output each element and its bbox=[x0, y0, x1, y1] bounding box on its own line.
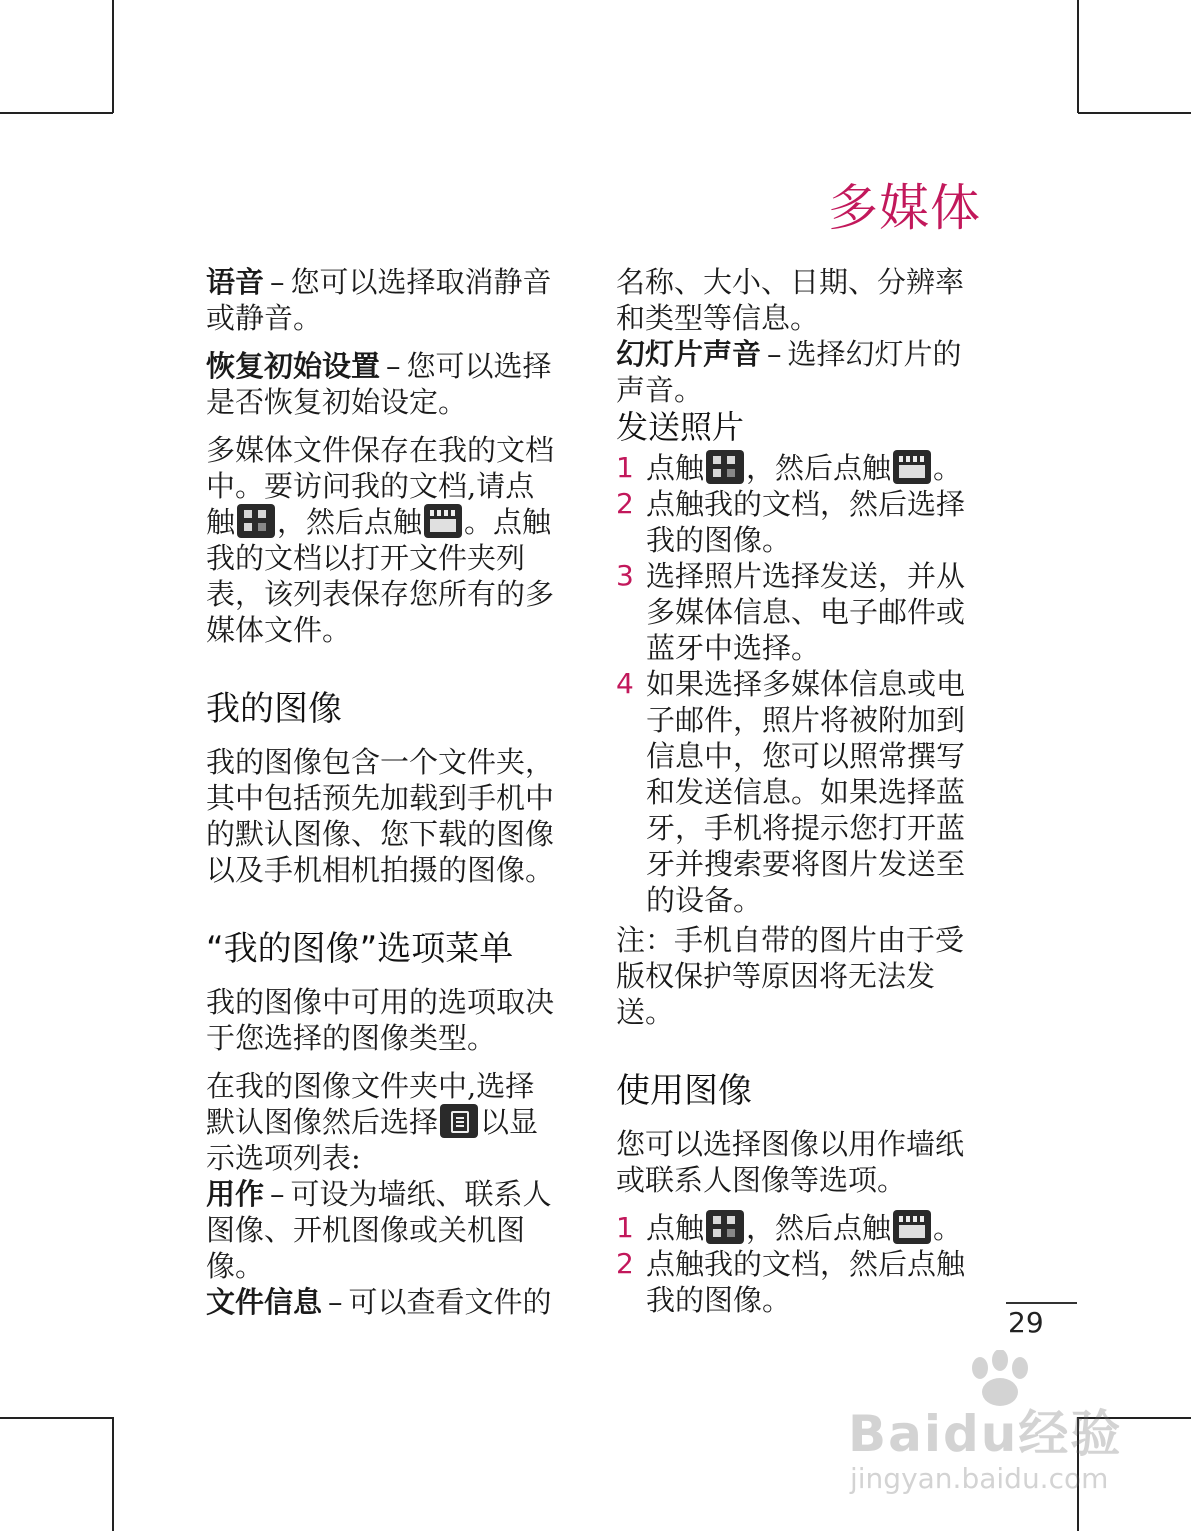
watermark-url: jingyan.baidu.com bbox=[850, 1462, 1109, 1495]
step-number: 4 bbox=[616, 667, 634, 700]
list-item bbox=[616, 1210, 971, 1246]
section-title: 多媒体 bbox=[828, 179, 981, 237]
my-images-text: 我的图像包含一个文件夹，其中包括预先加载到手机中的默认图像、您下载的图像以及手机相机拍摄的图像。 bbox=[206, 745, 555, 887]
slide-sound-text: 选择幻灯片的声音。 bbox=[616, 337, 962, 407]
voice-term: 语音 bbox=[206, 265, 265, 299]
reset-option bbox=[206, 348, 561, 420]
dash: – bbox=[270, 265, 285, 299]
crop-mark bbox=[112, 0, 114, 113]
dash: – bbox=[386, 349, 401, 383]
file-info-continued: 名称、大小、日期、分辨率和类型等信息。 bbox=[616, 265, 965, 335]
right-column bbox=[616, 264, 971, 1322]
apps-grid-icon bbox=[237, 504, 275, 538]
clapperboard-icon bbox=[893, 1210, 931, 1244]
page-number: 29 bbox=[1008, 1306, 1044, 1339]
reset-term: 恢复初始设置 bbox=[206, 349, 381, 383]
page-number-rule bbox=[1006, 1302, 1077, 1304]
step-text: 。 bbox=[933, 451, 963, 485]
dash: – bbox=[328, 1285, 343, 1319]
use-as-option bbox=[206, 1176, 561, 1284]
use-image-steps bbox=[616, 1210, 971, 1318]
apps-grid-icon bbox=[706, 450, 744, 484]
use-image-text: 您可以选择图像以用作墙纸或联系人图像等选项。 bbox=[616, 1127, 965, 1197]
send-photo-heading: 发送照片 bbox=[616, 408, 745, 446]
instructions-text: 以显示选项列表: bbox=[206, 1105, 539, 1175]
step-number: 2 bbox=[616, 1247, 634, 1280]
voice-option bbox=[206, 264, 561, 336]
send-photo-steps bbox=[616, 450, 971, 918]
list-item bbox=[616, 1246, 971, 1318]
clapperboard-icon bbox=[424, 504, 462, 538]
intro-paragraph bbox=[206, 432, 561, 648]
menu-list-icon bbox=[440, 1104, 478, 1138]
crop-mark bbox=[0, 1417, 113, 1419]
crop-mark bbox=[1077, 0, 1079, 113]
step-text: 点触我的文档，然后选择我的图像。 bbox=[646, 487, 966, 557]
step-text: 点触 bbox=[646, 451, 705, 485]
crop-mark bbox=[0, 112, 113, 114]
slide-sound-option bbox=[616, 336, 971, 408]
step-text: ，然后点触 bbox=[746, 451, 892, 485]
dash: – bbox=[767, 337, 782, 371]
voice-text: 您可以选择取消静音或静音。 bbox=[206, 265, 552, 335]
step-text: 点触我的文档，然后点触我的图像。 bbox=[646, 1247, 966, 1317]
my-images-heading: 我的图像 bbox=[206, 689, 342, 729]
step-text: 点触 bbox=[646, 1211, 705, 1245]
use-as-text: 可设为墙纸、联系人图像、开机图像或关机图像。 bbox=[206, 1177, 552, 1283]
intro-text: ，然后点触 bbox=[277, 505, 423, 539]
step-text: 。 bbox=[933, 1211, 963, 1245]
step-number: 1 bbox=[616, 451, 634, 484]
list-item bbox=[616, 450, 971, 486]
step-text: 选择照片选择发送，并从多媒体信息、电子邮件或蓝牙中选择。 bbox=[646, 559, 966, 665]
options-menu-text: 我的图像中可用的选项取决于您选择的图像类型。 bbox=[206, 985, 555, 1055]
step-number: 3 bbox=[616, 559, 634, 592]
copyright-note: 注：手机自带的图片由于受版权保护等原因将无法发送。 bbox=[616, 923, 965, 1029]
baidu-watermark bbox=[840, 1350, 1125, 1510]
options-menu-instructions bbox=[206, 1068, 561, 1176]
list-item bbox=[616, 558, 971, 666]
file-info-text: 可以查看文件的 bbox=[348, 1285, 552, 1319]
crop-mark bbox=[1078, 112, 1191, 114]
crop-mark bbox=[112, 1417, 114, 1531]
dash: – bbox=[270, 1177, 285, 1211]
step-number: 2 bbox=[616, 487, 634, 520]
use-image-heading: 使用图像 bbox=[616, 1071, 752, 1111]
file-info-option bbox=[206, 1284, 561, 1320]
list-item bbox=[616, 486, 971, 558]
step-number: 1 bbox=[616, 1211, 634, 1244]
left-column bbox=[206, 264, 561, 1320]
apps-grid-icon bbox=[706, 1210, 744, 1244]
clapperboard-icon bbox=[893, 450, 931, 484]
use-as-term: 用作 bbox=[206, 1177, 265, 1211]
list-item bbox=[616, 666, 971, 918]
options-menu-heading: “我的图像”选项菜单 bbox=[206, 929, 514, 969]
watermark-brand: Baidu经验 bbox=[848, 1405, 1123, 1463]
file-info-term: 文件信息 bbox=[206, 1285, 323, 1319]
intro-text: 。点触我的文档以打开文件夹列表，该列表保存您所有的多媒体文件。 bbox=[206, 505, 555, 647]
intro-text: 多媒体文件保存在我的文档中。要访问我的文档,请点触 bbox=[206, 433, 555, 539]
reset-text: 您可以选择是否恢复初始设定。 bbox=[206, 349, 552, 419]
slide-sound-term: 幻灯片声音 bbox=[616, 337, 762, 371]
step-text: ，然后点触 bbox=[746, 1211, 892, 1245]
instructions-text: 在我的图像文件夹中,选择默认图像然后选择 bbox=[206, 1069, 535, 1139]
step-text: 如果选择多媒体信息或电子邮件，照片将被附加到信息中，您可以照常撰写和发送信息。如果选择蓝牙，手机将提示您打开蓝牙并搜索要将图片发送至的设备。 bbox=[646, 667, 966, 917]
